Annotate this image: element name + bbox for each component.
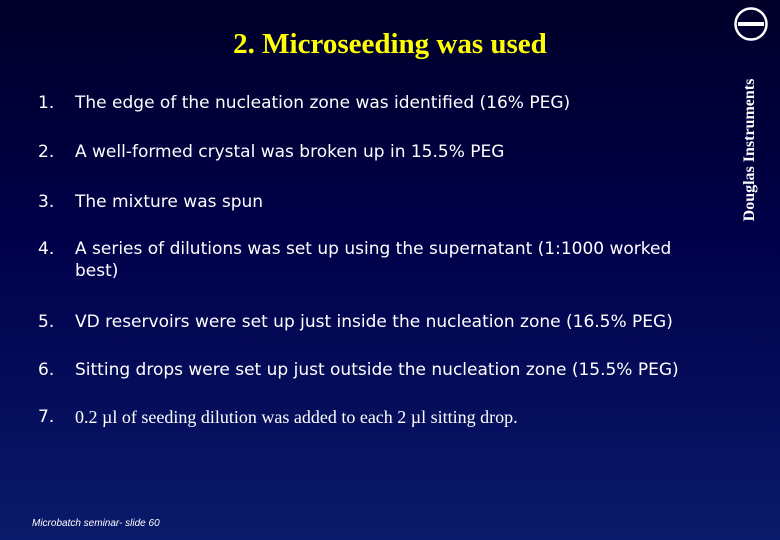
brand-name: Douglas Instruments [741,78,758,222]
list-item [38,311,698,333]
list-item-number: 7. [38,407,55,427]
list-item-number: 4. [38,239,55,259]
list-item-number: 6. [38,360,55,380]
list-item-text: A series of dilutions was set up using the supernatant (1:1000 worked best) [75,239,672,281]
list-item-text: VD reservoirs were set up just inside the nucleation zone (16.5% PEG) [75,312,673,332]
list-item-text: Sitting drops were set up just outside the nucleation zone (15.5% PEG) [75,360,679,380]
slide-footer: Microbatch seminar- slide 60 [32,518,160,529]
list-item [38,359,698,381]
list-item-number: 5. [38,312,55,332]
list-item-number: 1. [38,93,55,113]
list-item-text: 0.2 µl of seeding dilution was added to each 2 µl sitting drop. [75,407,518,427]
list-item [38,191,698,213]
list-item [38,92,698,114]
list-item [38,141,698,163]
list-item-text: A well-formed crystal was broken up in 15.5% PEG [75,142,505,162]
douglas-logo-icon [733,6,769,42]
list-item-number: 2. [38,142,55,162]
list-item-text: The mixture was spun [75,192,264,212]
list-item-number: 3. [38,192,55,212]
list-item-text: The edge of the nucleation zone was identified (16% PEG) [75,93,571,113]
list-item [38,406,698,428]
brand-strip [728,0,780,240]
slide-title: 2. Microseeding was used [233,28,547,60]
list-item [38,238,698,282]
